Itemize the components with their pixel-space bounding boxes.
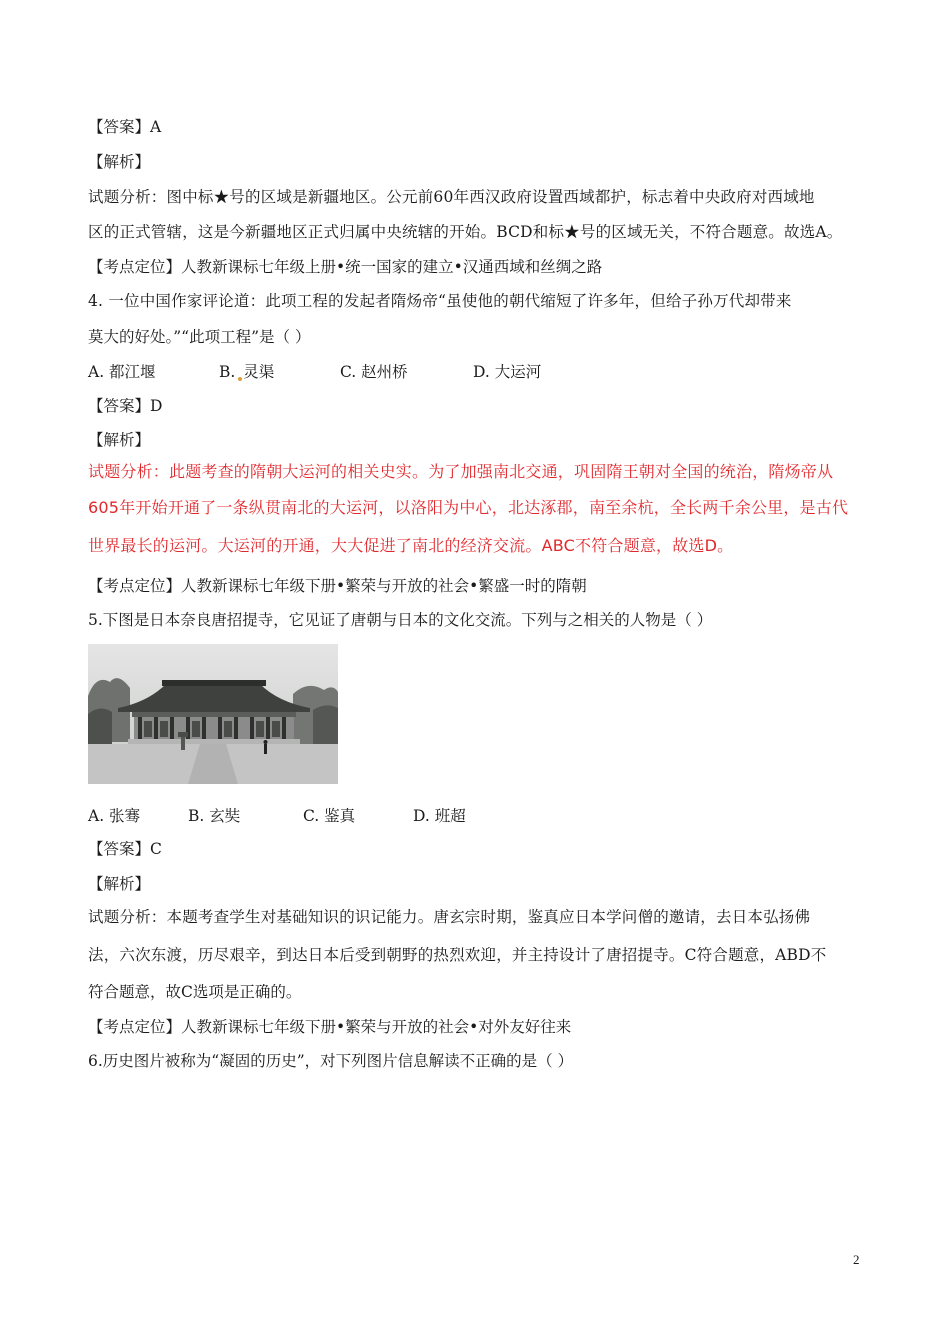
q3-point: 【考点定位】人教新课标七年级上册•统一国家的建立•汉通西域和丝绸之路 xyxy=(88,258,603,276)
q4-analysis-line3: 世界最长的运河。大运河的开通，大大促进了南北的经济交流。ABC不符合题意，故选D。 xyxy=(88,536,734,555)
q5-analysis-label: 【解析】 xyxy=(88,875,151,893)
temple-photo xyxy=(88,644,338,784)
mark-dot-icon xyxy=(238,377,242,381)
q4-answer: 【答案】D xyxy=(88,397,163,415)
q5-point: 【考点定位】人教新课标七年级下册•繁荣与开放的社会•对外友好往来 xyxy=(88,1018,572,1036)
q4-stem-line1: 4. 一位中国作家评论道：此项工程的发起者隋炀帝“虽使他的朝代缩短了许多年，但给子孙万代却带来 xyxy=(88,292,792,310)
q5-option-b: B. 玄奘 xyxy=(188,807,241,825)
q3-analysis-line1: 试题分析：图中标★号的区域是新疆地区。公元前60年西汉政府设置西域都护，标志着中央政府对西域地 xyxy=(88,188,815,206)
q4-option-a: A. 都江堰 xyxy=(88,363,156,381)
temple-illustration xyxy=(88,644,338,784)
q6-stem: 6.历史图片被称为“凝固的历史”，对下列图片信息解读不正确的是（ ） xyxy=(88,1052,574,1070)
q4-option-b xyxy=(219,361,274,383)
q5-analysis-line2: 法，六次东渡，历尽艰辛，到达日本后受到朝野的热烈欢迎，并主持设计了唐招提寺。C符合题意，ABD不 xyxy=(88,946,827,964)
q5-analysis-line1: 试题分析：本题考查学生对基础知识的识记能力。唐玄宗时期，鉴真应日本学问僧的邀请，去日本弘扬佛 xyxy=(88,908,811,926)
q4-option-b-text: 灵渠 xyxy=(243,363,275,381)
q5-option-a: A. 张骞 xyxy=(88,807,141,825)
q3-analysis-line2: 区的正式管辖，这是今新疆地区正式归属中央统辖的开始。BCD和标★号的区域无关，不符合题意。故选A。 xyxy=(88,223,843,241)
q5-answer: 【答案】C xyxy=(88,840,162,858)
q5-stem: 5.下图是日本奈良唐招提寺，它见证了唐朝与日本的文化交流。下列与之相关的人物是（ ） xyxy=(88,611,713,629)
q3-analysis-label: 【解析】 xyxy=(88,153,151,171)
q4-analysis-label: 【解析】 xyxy=(88,431,151,449)
q4-option-c: C. 赵州桥 xyxy=(340,363,408,381)
q5-option-c: C. 鉴真 xyxy=(303,807,356,825)
q4-option-b-prefix: B. xyxy=(219,363,236,381)
q4-point: 【考点定位】人教新课标七年级下册•繁荣与开放的社会•繁盛一时的隋朝 xyxy=(88,577,587,595)
q4-stem-line2: 莫大的好处。”“此项工程”是（ ） xyxy=(88,328,311,346)
q3-answer: 【答案】A xyxy=(88,118,162,136)
q4-option-d: D. 大运河 xyxy=(473,363,542,381)
q4-analysis-line2: 605年开始开通了一条纵贯南北的大运河，以洛阳为中心，北达涿郡，南至余杭，全长两千余公里，是古代 xyxy=(88,498,849,517)
page-number: 2 xyxy=(853,1252,860,1267)
q5-analysis-line3: 符合题意，故C选项是正确的。 xyxy=(88,983,302,1001)
q5-option-d: D. 班超 xyxy=(413,807,466,825)
q4-analysis-line1: 试题分析：此题考查的隋朝大运河的相关史实。为了加强南北交通，巩固隋王朝对全国的统治，隋炀帝从 xyxy=(88,462,834,481)
